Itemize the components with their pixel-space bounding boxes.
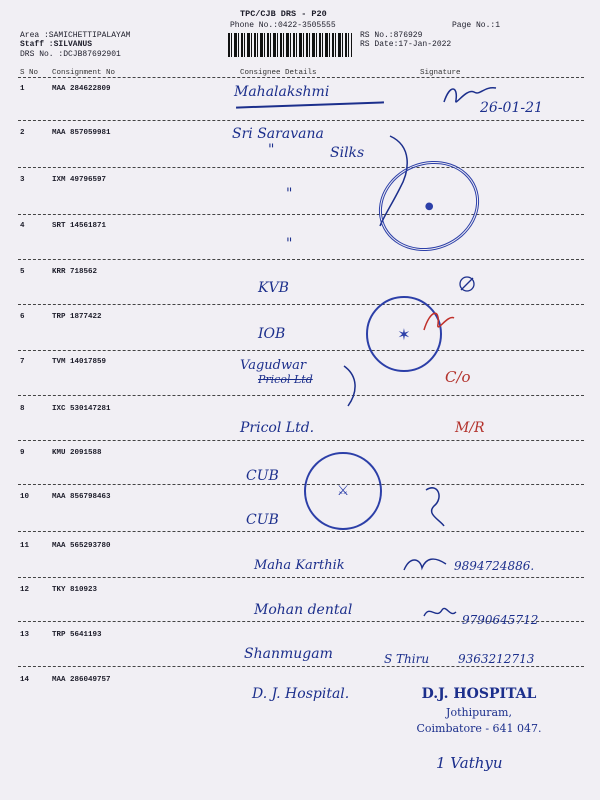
page-number: Page No.:1 (452, 21, 501, 30)
struck-text: Pricol Ltd (258, 373, 313, 386)
handwritten-mark: C/o (445, 368, 471, 386)
row-divider (18, 304, 584, 305)
hospital-stamp-name: D.J. HOSPITAL (421, 686, 537, 702)
row-consignment: TRP 5641193 (52, 631, 102, 639)
row-consignment: MAA 286049757 (52, 676, 111, 684)
handwritten-consignee: D. J. Hospital. (252, 686, 350, 702)
row-divider (18, 440, 584, 441)
row-consignment: MAA 856798463 (52, 493, 111, 501)
row-sno: 6 (20, 313, 25, 321)
handwritten-consignee: Maha Karthik (254, 558, 345, 573)
row-divider (18, 350, 584, 351)
row-consignment: KMU 2091588 (52, 449, 102, 457)
handwritten-signature: S Thiru (384, 652, 430, 666)
column-consignee: Consignee Details (240, 69, 317, 77)
signature-scribble (400, 552, 450, 576)
handwritten-mark: M/R (455, 420, 485, 436)
row-divider (18, 120, 584, 121)
company-seal-stamp: ● (365, 146, 493, 266)
row-sno: 11 (20, 542, 30, 550)
row-consignment: KRR 718562 (52, 268, 98, 276)
row-sno: 5 (20, 268, 25, 276)
row-sno: 7 (20, 358, 25, 366)
row-sno: 2 (20, 129, 25, 137)
row-sno: 8 (20, 405, 25, 413)
row-consignment: MAA 565293780 (52, 542, 111, 550)
row-divider (18, 531, 584, 532)
column-sno: S No (20, 69, 39, 77)
ditto-mark: " (286, 186, 293, 202)
handwritten-consignee: Silks (330, 145, 365, 161)
signature-scribble (440, 80, 500, 110)
bracket-scribble (334, 362, 364, 412)
handwritten-consignee: KVB (258, 280, 289, 296)
ditto-mark: " (286, 236, 293, 252)
strikethrough-mark (236, 101, 384, 108)
rs-date: RS Date:17-Jan-2022 (360, 40, 452, 49)
red-signature-scribble (418, 300, 458, 340)
rs-number: RS No.:876929 (360, 31, 423, 40)
row-consignment: IXC 530147281 (52, 405, 111, 413)
row-sno: 9 (20, 449, 25, 457)
row-consignment: TKY 810923 (52, 586, 98, 594)
row-divider (18, 167, 584, 168)
hospital-stamp-city: Coimbatore - 641 047. (416, 722, 542, 735)
row-consignment: TRP 1877422 (52, 313, 102, 321)
row-consignment: MAA 284622809 (52, 85, 111, 93)
handwritten-consignee: Mahalakshmi (234, 84, 330, 100)
handwritten-consignee: Vagudwar (240, 358, 307, 373)
row-divider (18, 484, 584, 485)
handwritten-consignee: CUB (246, 468, 279, 484)
row-consignment: IXM 49796597 (52, 176, 107, 184)
row-sno: 10 (20, 493, 30, 501)
handwritten-consignee: IOB (258, 326, 286, 342)
handwritten-consignee: Mohan dental (254, 602, 353, 618)
handwritten-signature: 1 Vathyu (436, 754, 503, 772)
row-consignment: SRT 14561871 (52, 222, 107, 230)
handwritten-phone: 9363212713 (458, 652, 535, 666)
row-divider (18, 666, 584, 667)
handwritten-phone: 9790645712 (462, 613, 539, 627)
row-sno: 12 (20, 586, 30, 594)
document-title: TPC/CJB DRS - P20 (240, 9, 327, 19)
bank-seal-stamp: ✶ (366, 296, 442, 372)
handwritten-consignee: Sri Saravana (232, 126, 324, 142)
area-label: Area :SAMICHETTIPALAYAM (20, 31, 131, 40)
row-sno: 3 (20, 176, 25, 184)
row-sno: 4 (20, 222, 25, 230)
bank-seal-stamp: ⚔ (304, 452, 382, 530)
ditto-mark: " (268, 142, 275, 158)
row-sno: 1 (20, 85, 25, 93)
row-divider (18, 214, 584, 215)
signature-scribble (420, 600, 460, 624)
row-divider (18, 395, 584, 396)
row-sno: 14 (20, 676, 30, 684)
staff-label: Staff :SILVANUS (20, 40, 93, 49)
handwritten-consignee: Shanmugam (244, 646, 333, 662)
drs-number: DRS No. :DCJB87692901 (20, 50, 121, 59)
handwritten-consignee: CUB (246, 512, 279, 528)
row-divider (18, 259, 584, 260)
signature-scribble (455, 272, 479, 296)
handwritten-consignee: Pricol Ltd. (240, 420, 315, 436)
signature-scribble (420, 480, 450, 530)
barcode (228, 33, 352, 57)
row-consignment: MAA 857059981 (52, 129, 111, 137)
row-sno: 13 (20, 631, 30, 639)
row-consignment: TVM 14017859 (52, 358, 107, 366)
header-divider (18, 77, 584, 78)
phone-number: Phone No.:0422-3505555 (230, 21, 336, 30)
column-consignment: Consignment No (52, 69, 116, 77)
handwritten-phone: 9894724886. (454, 559, 535, 573)
column-signature: Signature (420, 69, 461, 77)
handwritten-date: 26-01-21 (480, 100, 543, 116)
hospital-stamp-area: Jothipuram, (446, 706, 512, 719)
row-divider (18, 577, 584, 578)
